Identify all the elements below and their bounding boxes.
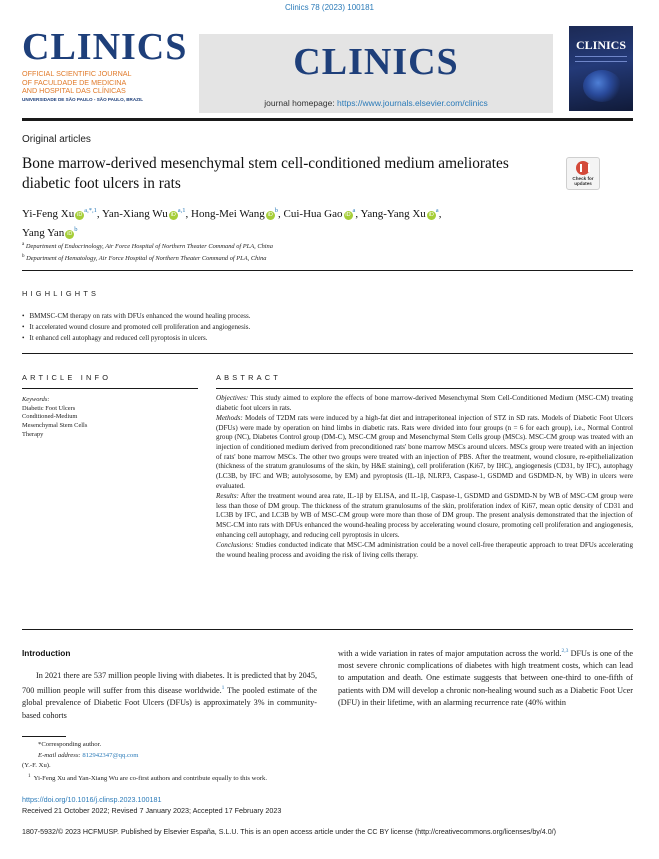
article-section-label: Original articles	[22, 134, 91, 145]
highlight-item: • It accelerated wound closure and promoted cell proliferation and angiogenesis.	[22, 322, 251, 333]
journal-homepage	[199, 98, 553, 108]
cofirst-text: Yi-Feng Xu and Yan-Xiang Wu are co-first authors and contribute equally to this work.	[33, 774, 268, 782]
abstract-methods-text: Models of T2DM rats were induced by a high-fat diet and intraperitoneal injection of STZ in SD rats. Models of Diabetic Foot Ulcers (DFUs) were made by operation on hind limbs in diabetic rats. Rats were divided into four groups (n = 6 for each group), i.e., Normal Control group (NC), Diabetes Control group (DM-C), MSC-CM group and Mesenchymal Stem Cells group (MSCs). MSC-CM group was treated with an injection of conditioned medium derived from preconditioned rats' bone marrow MSCs around ulcers. MSCs group were treated with an injection of rats' bone marrow MSCs. The other two groups were treated with an injection of PBS. After the treatment, wound closure, re-epithelialization (thickness of the stratum granulosums of the skin, by H&E staining), cell proliferation (Ki67, by IHC), angiogenesis (CD31, by IFC), autophagy (LC3B, by IFC and WB; autolysosome, by EM) and pyroptosis (IL-1β, NLRP3, Caspase-1, GSDMD and GSDMD-N, by WB) in ulcers were evaluated.	[216, 413, 633, 490]
keywords-label: Keywords:	[22, 396, 50, 403]
author-affiliation-mark[interactable]: a	[352, 207, 356, 214]
citation-link[interactable]: 2,3	[561, 648, 569, 654]
keyword: Therapy	[22, 430, 44, 438]
abstract-methods	[216, 414, 633, 492]
abstract-results-label: Results:	[216, 492, 239, 501]
orcid-icon[interactable]: iD	[77, 212, 83, 218]
author-name[interactable]: Yang-Yang Xu	[360, 208, 426, 220]
highlight-item: • It enhancd cell autophagy and reduced cell pyroptosis in ulcers.	[22, 333, 251, 344]
keyword: Mesenchymal Stem Cells	[22, 422, 88, 430]
author-affiliation-mark[interactable]: a,*,1	[84, 207, 97, 214]
logo-subtitle-line: OFFICIAL SCIENTIFIC JOURNAL	[22, 69, 132, 78]
email-label: E-mail address:	[38, 751, 81, 759]
affiliation-mark: a	[22, 242, 25, 247]
affiliation-line	[22, 240, 273, 252]
journal-reference[interactable]: Clinics 78 (2023) 100181	[285, 3, 374, 12]
footnotes	[22, 740, 267, 784]
abstract-heading: ABSTRACT	[216, 373, 282, 382]
highlight-item: • BMMSC-CM therapy on rats with DFUs enhanced the wound healing process.	[22, 311, 251, 322]
abstract-objectives	[216, 394, 633, 413]
paper-title: Bone marrow-derived mesenchymal stem cell-conditioned medium ameliorates diabetic foot ulcers in rats	[22, 155, 509, 192]
author-name[interactable]: Yan-Xiang Wu	[101, 208, 168, 220]
author-name[interactable]: Yang Yan	[22, 227, 65, 239]
author-affiliation-mark[interactable]: a	[435, 207, 439, 214]
highlights-heading: HIGHLIGHTS	[22, 289, 100, 298]
author-affiliation-mark[interactable]: b	[274, 207, 279, 214]
abstract-divider	[216, 388, 633, 389]
homepage-label: journal homepage:	[264, 98, 338, 108]
author-name[interactable]: Cui-Hua Gao	[283, 208, 343, 220]
article-info-divider	[22, 388, 198, 389]
cofirst-author-note	[22, 772, 267, 785]
logo-subtitle-line: AND HOSPITAL DAS CLÍNICAS	[22, 86, 126, 96]
orcid-icon[interactable]: iD	[67, 231, 73, 237]
body-column-right	[338, 645, 633, 709]
keyword: Diabetic Foot Ulcers	[22, 404, 76, 412]
orcid-icon[interactable]: iD	[170, 212, 176, 218]
section-divider	[22, 353, 633, 354]
author-name[interactable]: Hong-Mei Wang	[191, 208, 265, 220]
abstract-results	[216, 492, 633, 540]
corresponding-author-note: *Corresponding author.	[38, 741, 102, 748]
check-for-updates-button[interactable]	[566, 157, 600, 190]
abstract-conclusions-text: Studies conducted indicate that MSC-CM administration could be a novel cell-free therapeutic approach to treat DFUs accelerating the wound healing process and avoiding the risk of living cells therapy.	[216, 541, 633, 559]
check-for-updates-label: Check for updates	[572, 176, 594, 186]
abstract-objectives-label: Objectives:	[216, 394, 249, 402]
highlights-list	[22, 311, 251, 343]
body-text: The pooled estimate of the global prevalence of Diabetic Foot Ulcers (DFUs) is approximately 3% in community-based cohorts	[22, 686, 317, 720]
cover-artwork	[583, 70, 621, 102]
abstract-objectives-text: This study aimed to explore the effects of bone marrow-derived Mesenchymal Stem Cell-Conditioned Medium (MSC-CM) treating diabetic foot ulcers in rats.	[216, 394, 633, 412]
keyword: Conditioned-Medium	[22, 413, 78, 421]
body-text: DFUs is one of the most severe chronic complications of diabetes with high treatment costs, which can lead to amputation and death. One estimate suggests that between one-third to one-fifth of patients with DM will develop a chronic non-healing wound such as a Diabetic Foot Ucer (DFU) in their lifetime, with an alarming recurrence rate (40% within	[338, 649, 633, 707]
body-text: with a wide variation in rates of major amputation across the world.	[338, 649, 562, 658]
logo-subtitle-line: OF FACULDADE DE MEDICINA	[22, 77, 127, 87]
publication-info	[22, 794, 281, 816]
abstract-methods-label: Methods:	[216, 413, 243, 422]
abstract-conclusions-label: Conclusions:	[216, 541, 254, 550]
orcid-icon[interactable]: iD	[428, 212, 434, 218]
journal-cover-image[interactable]	[569, 26, 633, 111]
affiliation-line	[22, 252, 273, 264]
email-owner: (Y.-F. Xu).	[22, 762, 51, 769]
journal-banner	[199, 34, 553, 113]
publication-dates: Received 21 October 2022; Revised 7 January 2023; Accepted 17 February 2023	[22, 806, 282, 815]
abstract-conclusions	[216, 541, 633, 560]
footnote-divider	[22, 736, 66, 737]
footnote-mark: 1	[28, 773, 31, 779]
affiliation-text: Department of Hematology, Air Force Hospital of Northern Theater Command of PLA, China	[26, 254, 267, 262]
logo-university: UNIVERSIDADE DE SÃO PAULO - SÃO PAULO, BRAZIL	[22, 96, 144, 102]
author-name[interactable]: Yi-Feng Xu	[22, 208, 75, 220]
body-text: In 2021 there are 537 million people living with diabetes. It is predicted that by 2045, 700 million people will suffer from this disease worldwide.	[22, 671, 317, 696]
article-info-heading: ARTICLE INFO	[22, 373, 112, 382]
affiliations	[22, 240, 273, 263]
cover-title: CLINICS	[575, 38, 626, 52]
section-divider	[22, 270, 633, 271]
body-divider	[22, 629, 633, 630]
doi-link[interactable]: https://doi.org/10.1016/j.clinsp.2023.100181	[22, 795, 162, 804]
homepage-link[interactable]: https://www.journals.elsevier.com/clinics	[337, 98, 488, 108]
cover-decoration	[575, 56, 627, 62]
email-note	[22, 751, 267, 762]
abstract-body	[216, 394, 633, 561]
header-divider	[22, 118, 633, 121]
author-affiliation-mark[interactable]: b	[74, 226, 78, 233]
citation-link[interactable]: 1	[221, 685, 225, 692]
banner-title: CLINICS	[293, 41, 459, 83]
orcid-icon[interactable]: iD	[267, 212, 273, 218]
email-link[interactable]: 812942347@qq.com	[82, 751, 139, 759]
copyright-notice: 1807-5932/© 2023 HCFMUSP. Published by Elsevier España, S.L.U. This is an open access article under the CC BY license (http://creativecommons.org/licenses/by/4.0/)	[22, 828, 556, 836]
author-list: Yi-Feng Xu $iD^{a,*,1}$, Yan-Xiang Wu iD$^{a,1}$, Hong-Mei Wang $iD^b$, Cui-Hua Gao $iD^a$, Yang-Yang Xu $iD^a$, Yang Yan $iD^b$	[22, 207, 442, 239]
author-affiliation-mark[interactable]: a,1	[177, 207, 186, 214]
affiliation-text: Department of Endocrinology, Air Force Hospital of Northern Theater Command of PLA, China	[25, 243, 273, 250]
body-column-left	[22, 670, 317, 722]
logo-subtitle	[22, 70, 192, 96]
keywords	[22, 396, 87, 440]
bookmark-icon	[576, 161, 590, 175]
abstract-results-text: After the treatment wound area rate, IL-1β by ELISA, and IL-1β, Caspase-1, GSDMD and GSDMD-N by WB of MSC-CM group were less than those of DM group. The thickness of the stratum granulosums of the skin, proliferation index of Ki67, mean optic density of CD31 and LC3B by IFC, and LC3B by WB of MSC-CM group were more than those of DM group. The present analysis demonstrated that the injection of MSC-CM into rats with DFUs enhanced the wound-healing process by accelerating wound closure, promoting cell proliferation and angiogenesis, enhancing cell autophagy, and reducing cell pyroptosis in ulcers.	[216, 492, 633, 539]
introduction-heading: Introduction	[22, 648, 71, 658]
logo-wordmark: CLINICS	[22, 26, 188, 68]
affiliation-mark: b	[22, 253, 25, 259]
orcid-icon[interactable]: iD	[345, 212, 351, 218]
journal-logo	[22, 28, 192, 102]
